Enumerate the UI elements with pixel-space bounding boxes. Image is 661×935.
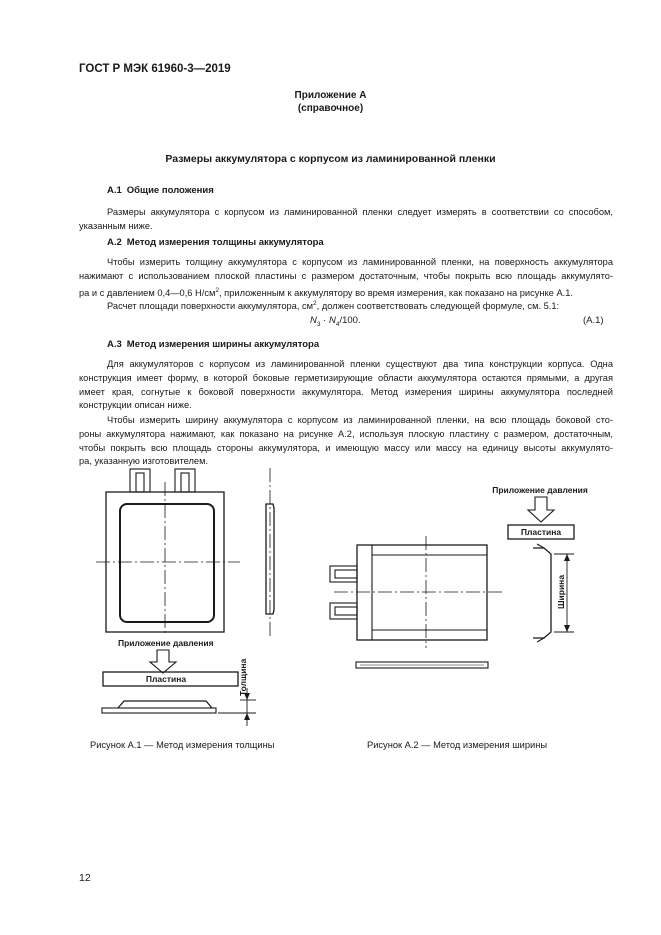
section-a3-title: Метод измерения ширины аккумулятора	[126, 339, 320, 350]
section-a1-number: А.1	[107, 185, 122, 196]
page-number: 12	[79, 872, 91, 884]
section-a2-paragraph-2	[79, 297, 613, 314]
dim-arrow-icon	[564, 554, 570, 561]
superscript: 2	[215, 286, 220, 294]
equation-number: (А.1)	[583, 315, 604, 326]
folded-edge	[537, 544, 544, 642]
terminal-right-inner	[181, 473, 189, 492]
battery-outline	[357, 545, 487, 640]
text-line	[79, 297, 613, 314]
terminal-left-inner	[136, 473, 144, 492]
section-a1-heading	[107, 185, 214, 196]
battery-side-view	[533, 548, 551, 638]
pressure-arrow-icon	[150, 650, 176, 673]
battery-base-view	[102, 708, 216, 713]
text-line: Размеры аккумулятора с корпусом из ламинированной пленки следует измерять в соответствии со способом,	[107, 207, 613, 217]
text-line: конструкции описан ниже.	[79, 400, 192, 411]
section-a2-heading	[107, 237, 324, 248]
text-fragment: , должен соответствовать следующей формуле, см. 5.1:	[316, 301, 560, 312]
section-a2-paragraph-1	[79, 256, 613, 300]
text-line: конструкция имеет форму, в которой боковые герметизирующие области аккумулятора остаются прямыми, а другая	[79, 372, 613, 383]
text-line: нажимают с использованием плоской пластины с размером достаточным, чтобы покрыть всю площадь аккумулято-	[79, 270, 613, 281]
section-a3-number: А.3	[107, 339, 122, 350]
fig2-pressure-label: Приложение давления	[492, 485, 588, 495]
text-line: Для аккумуляторов с корпусом из ламинированной пленки существуют два типа конструкции корпуса. Одна	[107, 359, 613, 369]
annex-type: (справочное)	[297, 103, 364, 114]
battery-cell-area	[120, 504, 214, 622]
fig2-width-label: Ширина	[556, 574, 566, 609]
figure-a1-caption: Рисунок А.1 — Метод измерения толщины	[90, 740, 275, 750]
terminal-bottom-inner	[335, 607, 357, 615]
section-a3-heading	[107, 339, 319, 350]
section-a2-title: Метод измерения толщины аккумулятора	[126, 237, 324, 248]
figure-a2-caption: Рисунок А.2 — Метод измерения ширины	[367, 740, 548, 750]
battery-bottom-view	[118, 701, 212, 708]
superscript: 2	[313, 300, 317, 307]
section-a1-paragraph	[79, 206, 613, 234]
text-line: чтобы покрыть всю площадь стороны аккумулятора, и имеющую массу или массу на единицу высоты аккумулято-	[79, 442, 613, 453]
formula-sub: 3	[316, 320, 321, 328]
section-a2-number: А.2	[107, 237, 122, 248]
terminal-top	[330, 566, 357, 582]
text-line: указанным ниже.	[79, 220, 153, 231]
text-fragment: Расчет площади поверхности аккумулятора, см	[107, 301, 314, 312]
figure-a2-drawing	[322, 476, 592, 686]
formula-tail: /100.	[339, 315, 361, 326]
fig1-thickness-label: Толщина	[238, 658, 248, 696]
fig2-plate-label: Пластина	[520, 527, 562, 537]
section-a3-paragraph-1	[79, 358, 613, 413]
section-a1-title: Общие положения	[126, 185, 214, 196]
text-line: Чтобы измерить ширину аккумулятора с корпусом из ламинированной пленки, на всю площадь боковой сто-	[107, 415, 613, 425]
annex-title: Размеры аккумулятора с корпусом из ламинированной пленки	[165, 153, 496, 165]
text-line: ра, указанную изготовителем.	[79, 456, 209, 467]
formula-var: N	[328, 315, 336, 326]
text-line: роны аккумулятора нажимают, как показано на рисунке А.2, используя плоскую пластину с размером, достаточным,	[79, 428, 613, 439]
text-line: Чтобы измерить толщину аккумулятора с корпусом из ламинированной пленки, на поверхность аккумулятора	[107, 257, 613, 267]
formula-a1	[310, 315, 361, 328]
text-line: имеет края, согнутые к боковой поверхности аккумулятора. Метод измерения ширины аккумулятора последней	[79, 386, 613, 397]
fig1-pressure-label: Приложение давления	[118, 638, 214, 648]
fig1-plate-label: Пластина	[145, 674, 187, 684]
formula-sub: 4	[335, 320, 340, 328]
text-fragment: , приложенным к аккумулятору во время измерения, как показано на рисунке А.1.	[219, 287, 573, 298]
pressure-arrow-icon	[528, 497, 554, 522]
formula-op: ·	[320, 315, 329, 326]
terminal-bottom	[330, 603, 357, 619]
text-fragment: ра и с давлением 0,4—0,6 Н/см	[79, 287, 216, 298]
dim-arrow-icon	[244, 713, 250, 720]
dim-arrow-icon	[564, 625, 570, 632]
figure-a1-drawing	[90, 460, 290, 730]
annex-label: Приложение А	[294, 90, 367, 101]
formula-var: N	[310, 315, 317, 326]
document-header: ГОСТ Р МЭК 61960-3—2019	[79, 63, 231, 75]
terminal-top-inner	[335, 570, 357, 578]
